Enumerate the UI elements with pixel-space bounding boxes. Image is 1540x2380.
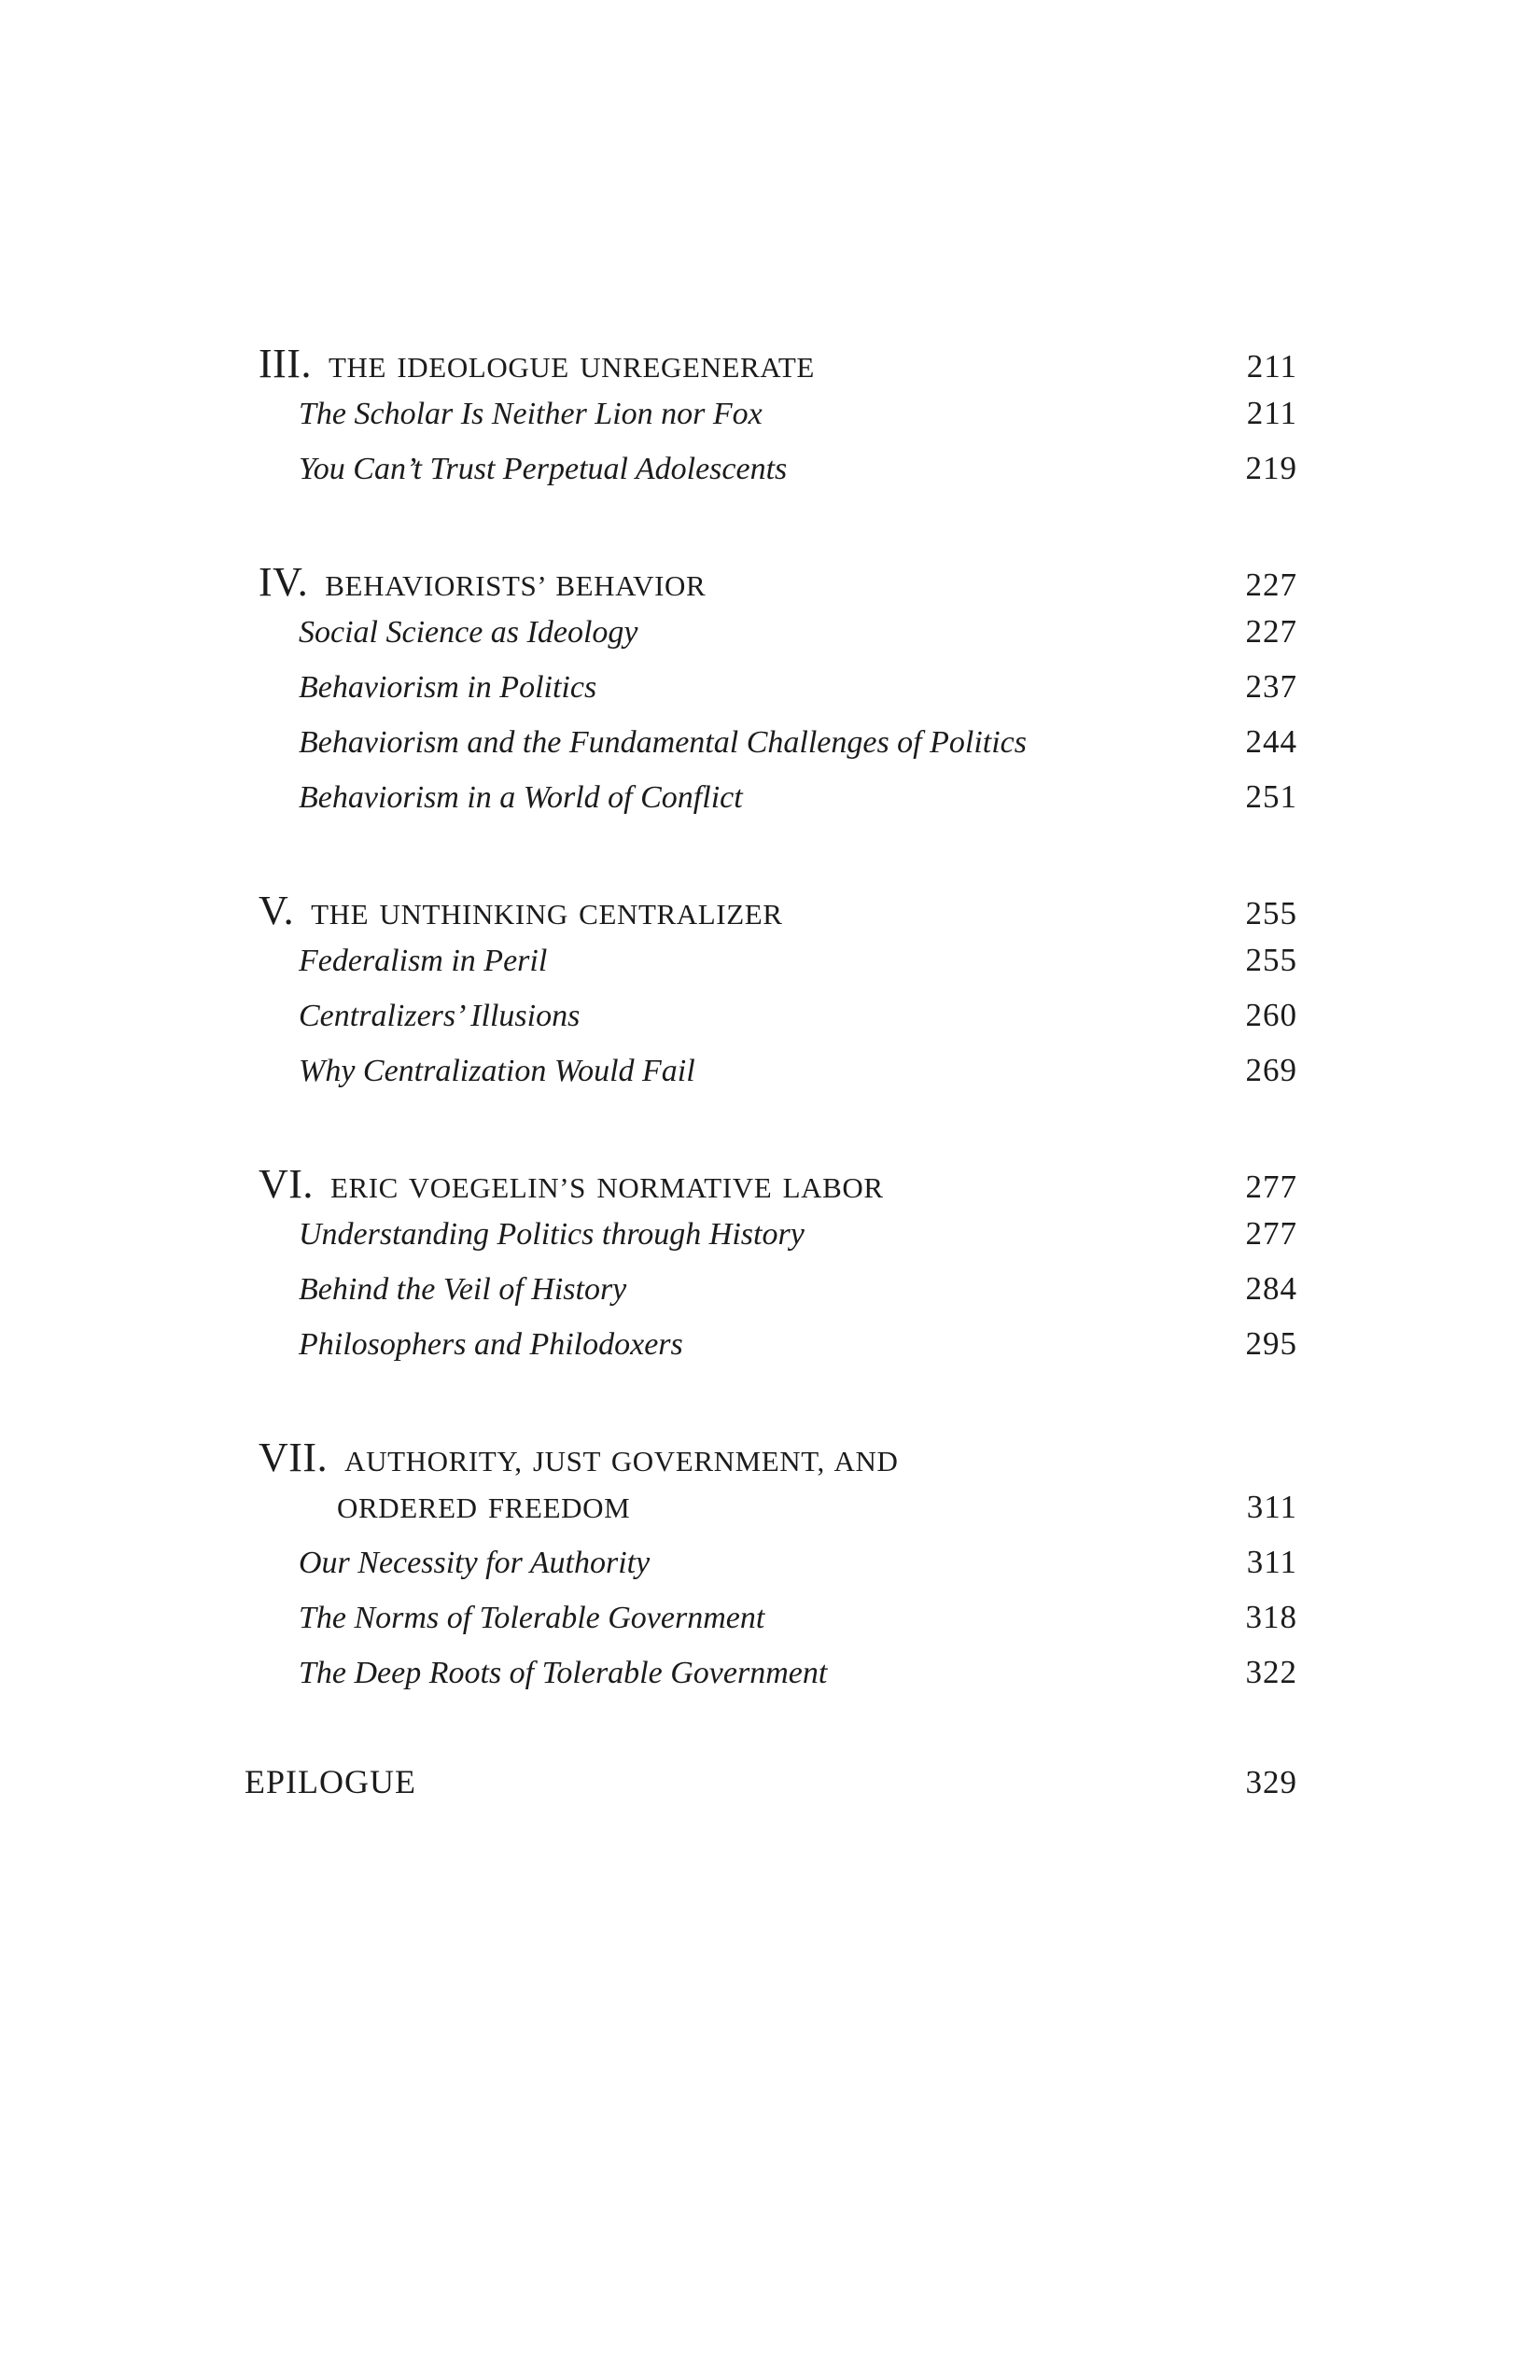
- page-number: 227: [1245, 613, 1297, 650]
- page-number: 251: [1245, 778, 1297, 815]
- chapter-heading: [259, 1434, 898, 1481]
- chapter-title-line1: AUTHORITY, JUST GOVERNMENT, AND: [344, 1445, 899, 1477]
- chapter-entry: [245, 340, 1297, 395]
- page-number: 322: [1245, 1654, 1297, 1690]
- chapter-entry-line2: [245, 1489, 1297, 1544]
- chapter-entry: [245, 1160, 1297, 1215]
- subsection-title: The Scholar Is Neither Lion nor Fox: [299, 397, 763, 431]
- subsection-entry: [245, 1654, 1297, 1709]
- toc-section-iii: [245, 340, 1297, 505]
- epilogue-entry: [245, 1762, 1297, 1817]
- subsection-entry: [245, 1325, 1297, 1380]
- subsection-title: Philosophers and Philodoxers: [299, 1327, 683, 1362]
- page-number: 277: [1245, 1215, 1297, 1252]
- page-number: 255: [1245, 942, 1297, 978]
- subsection-title: Behind the Veil of History: [299, 1272, 627, 1307]
- chapter-numeral: VII.: [259, 1435, 329, 1480]
- subsection-title: Centralizers’ Illusions: [299, 999, 581, 1033]
- chapter-heading: [259, 1160, 884, 1208]
- page-number: 227: [1245, 567, 1297, 603]
- subsection-entry: [245, 450, 1297, 505]
- chapter-title: THE IDEOLOGUE UNREGENERATE: [328, 351, 815, 384]
- page-number: 277: [1245, 1169, 1297, 1205]
- toc-section-iv: [245, 558, 1297, 833]
- page-number: 269: [1245, 1052, 1297, 1088]
- subsection-entry: [245, 1270, 1297, 1325]
- subsection-entry: [245, 778, 1297, 833]
- chapter-entry: [245, 887, 1297, 942]
- page-number: 329: [1245, 1764, 1297, 1800]
- page-number: 260: [1245, 997, 1297, 1033]
- chapter-numeral: VI.: [259, 1161, 314, 1207]
- page-number: 237: [1245, 668, 1297, 705]
- page-number: 255: [1245, 895, 1297, 931]
- page-number: 211: [1246, 348, 1297, 385]
- subsection-entry: [245, 613, 1297, 668]
- page-number: 311: [1246, 1544, 1297, 1580]
- toc-section-vii: [245, 1434, 1297, 1709]
- subsection-entry: [245, 1215, 1297, 1270]
- page-number: 295: [1245, 1325, 1297, 1362]
- chapter-heading: [259, 887, 783, 934]
- epilogue-label: EPILOGUE: [245, 1763, 416, 1800]
- chapter-title: ERIC VOEGELIN’S NORMATIVE LABOR: [329, 1171, 884, 1204]
- subsection-title: The Norms of Tolerable Government: [299, 1601, 765, 1635]
- chapter-heading: [259, 558, 706, 606]
- subsection-title: Understanding Politics through History: [299, 1217, 805, 1252]
- subsection-title: Behaviorism and the Fundamental Challenges of Politics: [299, 725, 1028, 760]
- subsection-title: Why Centralization Would Fail: [299, 1054, 695, 1088]
- page-number: 219: [1245, 450, 1297, 486]
- page-number: 284: [1245, 1270, 1297, 1307]
- chapter-title: THE UNTHINKING CENTRALIZER: [311, 898, 783, 931]
- toc-section-v: [245, 887, 1297, 1107]
- page-number: 211: [1246, 395, 1297, 431]
- chapter-numeral: IV.: [259, 559, 309, 605]
- subsection-title: The Deep Roots of Tolerable Government: [299, 1656, 828, 1690]
- chapter-title-line2: ORDERED FREEDOM: [337, 1491, 631, 1524]
- subsection-title: Our Necessity for Authority: [299, 1546, 651, 1580]
- subsection-entry: [245, 1544, 1297, 1599]
- subsection-entry: [245, 1052, 1297, 1107]
- subsection-entry: [245, 723, 1297, 778]
- subsection-entry: [245, 395, 1297, 450]
- chapter-numeral: III.: [259, 341, 312, 386]
- subsection-title: Behaviorism in a World of Conflict: [299, 780, 743, 815]
- subsection-entry: [245, 997, 1297, 1052]
- page-number: 318: [1245, 1599, 1297, 1635]
- subsection-title: Federalism in Peril: [299, 944, 548, 978]
- chapter-heading: [259, 340, 815, 387]
- subsection-title: You Can’t Trust Perpetual Adolescents: [299, 452, 788, 486]
- chapter-numeral: V.: [259, 888, 295, 933]
- toc-section-vi: [245, 1160, 1297, 1380]
- subsection-entry: [245, 668, 1297, 723]
- chapter-title: BEHAVIORISTS’ BEHAVIOR: [325, 569, 707, 602]
- chapter-entry-line1: [245, 1434, 1297, 1489]
- chapter-entry: [245, 558, 1297, 613]
- subsection-entry: [245, 942, 1297, 997]
- page-number: 244: [1245, 723, 1297, 760]
- subsection-title: Behaviorism in Politics: [299, 670, 597, 705]
- subsection-title: Social Science as Ideology: [299, 615, 638, 650]
- subsection-entry: [245, 1599, 1297, 1654]
- page-number: 311: [1246, 1489, 1297, 1525]
